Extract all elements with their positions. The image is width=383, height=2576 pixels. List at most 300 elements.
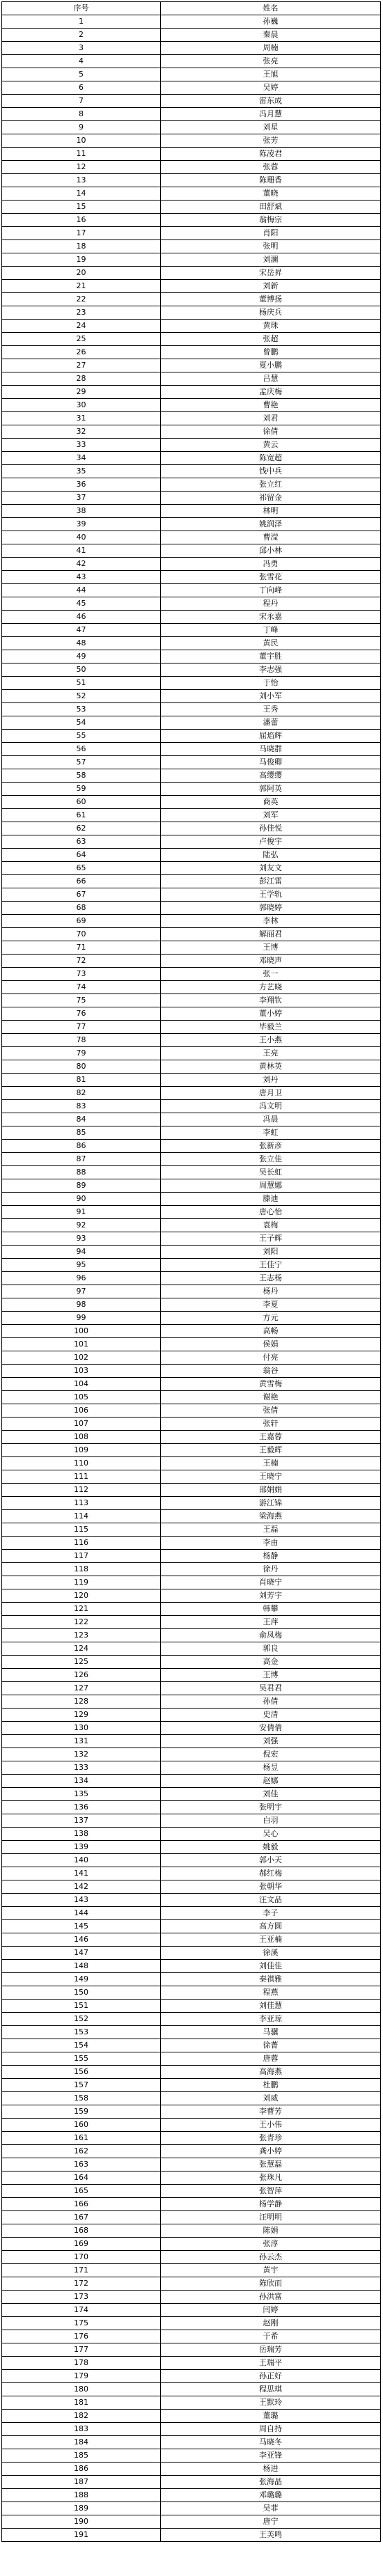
row-index-cell: 17 [2, 227, 161, 240]
row-index-cell: 42 [2, 558, 161, 571]
row-name-cell: 田舒斌 [161, 201, 381, 214]
row-index-cell: 82 [2, 1087, 161, 1100]
table-row [2, 505, 381, 518]
row-index-cell: 39 [2, 518, 161, 531]
row-index-cell: 64 [2, 849, 161, 862]
row-index-cell: 43 [2, 571, 161, 584]
row-name-cell: 侯娟 [161, 1338, 381, 1351]
table-row [2, 1576, 381, 1589]
row-name-cell: 刘威 [161, 2092, 381, 2105]
row-index-cell: 4 [2, 55, 161, 68]
row-index-cell: 48 [2, 637, 161, 650]
row-index-cell: 101 [2, 1338, 161, 1351]
row-index-cell: 145 [2, 1920, 161, 1933]
row-name-cell: 秦晨 [161, 29, 381, 42]
row-index-cell: 128 [2, 1695, 161, 1709]
row-index-cell: 66 [2, 875, 161, 888]
table-row [2, 293, 381, 306]
row-name-cell: 李翔钦 [161, 994, 381, 1007]
row-name-cell: 曹滢 [161, 531, 381, 544]
table-row [2, 822, 381, 835]
row-index-cell: 130 [2, 1722, 161, 1735]
table-row [2, 981, 381, 994]
row-index-cell: 155 [2, 2052, 161, 2066]
row-index-cell: 96 [2, 1272, 161, 1285]
table-row [2, 663, 381, 677]
row-name-cell: 倪宏 [161, 1748, 381, 1761]
row-name-cell: 方元 [161, 1312, 381, 1325]
table-row [2, 1510, 381, 1523]
table-row [2, 1272, 381, 1285]
table-row [2, 81, 381, 95]
table-row [2, 1047, 381, 1060]
row-name-cell: 马晓冬 [161, 2436, 381, 2449]
table-row [2, 425, 381, 439]
row-name-cell: 黄珠 [161, 320, 381, 333]
row-name-cell: 徐丹 [161, 1563, 381, 1576]
row-index-cell: 83 [2, 1100, 161, 1113]
row-name-cell: 邱小林 [161, 544, 381, 558]
row-name-cell: 张海晶 [161, 2476, 381, 2489]
row-index-cell: 138 [2, 1828, 161, 1841]
row-index-cell: 114 [2, 1510, 161, 1523]
table-row [2, 1470, 381, 1484]
row-name-cell: 史清 [161, 1709, 381, 1722]
row-index-cell: 60 [2, 796, 161, 809]
table-row [2, 2000, 381, 2013]
row-name-cell: 黄云 [161, 439, 381, 452]
row-index-cell: 88 [2, 1166, 161, 1179]
table-row [2, 2529, 381, 2542]
row-index-cell: 163 [2, 2158, 161, 2171]
table-row [2, 42, 381, 55]
table-row [2, 148, 381, 161]
row-index-cell: 67 [2, 888, 161, 902]
row-name-cell: 曹艳 [161, 399, 381, 412]
row-name-cell: 毕毅兰 [161, 1021, 381, 1034]
row-index-cell: 104 [2, 1378, 161, 1391]
table-row [2, 134, 381, 148]
row-index-cell: 173 [2, 2291, 161, 2304]
row-index-cell: 86 [2, 1140, 161, 1153]
row-index-cell: 139 [2, 1841, 161, 1854]
row-index-cell: 7 [2, 95, 161, 108]
row-name-cell: 王晓宁 [161, 1470, 381, 1484]
table-row [2, 2304, 381, 2317]
row-index-cell: 121 [2, 1603, 161, 1616]
row-name-cell: 刘君 [161, 412, 381, 425]
row-index-cell: 141 [2, 1867, 161, 1880]
row-index-cell: 59 [2, 783, 161, 796]
row-name-cell: 郝红梅 [161, 1867, 381, 1880]
row-name-cell: 徐倩 [161, 425, 381, 439]
row-index-cell: 78 [2, 1034, 161, 1047]
row-name-cell: 黄林英 [161, 1060, 381, 1074]
table-row [2, 1960, 381, 1973]
row-name-cell: 潘蕾 [161, 716, 381, 730]
table-row [2, 465, 381, 478]
row-name-cell: 李林 [161, 915, 381, 928]
row-index-cell: 179 [2, 2370, 161, 2383]
row-name-cell: 雷东成 [161, 95, 381, 108]
table-row [2, 108, 381, 121]
table-row [2, 2277, 381, 2291]
row-name-cell: 刘丹 [161, 1074, 381, 1087]
row-name-cell: 曾鹏 [161, 346, 381, 359]
row-index-cell: 54 [2, 716, 161, 730]
row-index-cell: 140 [2, 1854, 161, 1867]
row-name-cell: 唐心怡 [161, 1206, 381, 1219]
row-index-cell: 134 [2, 1775, 161, 1788]
row-index-cell: 189 [2, 2502, 161, 2515]
table-row [2, 386, 381, 399]
table-row [2, 2145, 381, 2158]
table-row [2, 359, 381, 372]
row-index-cell: 74 [2, 981, 161, 994]
table-row [2, 187, 381, 201]
row-index-cell: 56 [2, 743, 161, 756]
row-index-cell: 26 [2, 346, 161, 359]
table-row [2, 1034, 381, 1047]
row-name-cell: 刘新 [161, 280, 381, 293]
row-name-cell: 翁梅宗 [161, 214, 381, 227]
row-name-cell: 姚毅 [161, 1841, 381, 1854]
row-index-cell: 184 [2, 2436, 161, 2449]
row-index-cell: 113 [2, 1497, 161, 1510]
header-name: 姓名 [161, 2, 381, 15]
row-index-cell: 15 [2, 201, 161, 214]
table-row [2, 1841, 381, 1854]
row-name-cell: 宋永嘉 [161, 611, 381, 624]
row-name-cell: 李子 [161, 1907, 381, 1920]
row-name-cell: 李虹 [161, 1126, 381, 1140]
row-name-cell: 梁海燕 [161, 1510, 381, 1523]
row-name-cell: 黄宇 [161, 2264, 381, 2277]
row-name-cell: 李志强 [161, 663, 381, 677]
row-index-cell: 131 [2, 1735, 161, 1748]
row-index-cell: 118 [2, 1563, 161, 1576]
row-name-cell: 翁谷 [161, 1365, 381, 1378]
table-row [2, 730, 381, 743]
table-row [2, 280, 381, 293]
row-name-cell: 杨昱 [161, 1761, 381, 1775]
table-row [2, 1378, 381, 1391]
table-row [2, 1365, 381, 1378]
row-name-cell: 王佳宁 [161, 1259, 381, 1272]
table-row [2, 796, 381, 809]
row-index-cell: 111 [2, 1470, 161, 1484]
table-row [2, 1166, 381, 1179]
table-row [2, 1695, 381, 1709]
row-name-cell: 邓晓声 [161, 955, 381, 968]
table-row [2, 1907, 381, 1920]
row-index-cell: 151 [2, 2000, 161, 2013]
row-index-cell: 171 [2, 2264, 161, 2277]
table-row [2, 399, 381, 412]
table-row [2, 2370, 381, 2383]
row-index-cell: 170 [2, 2251, 161, 2264]
table-row [2, 809, 381, 822]
row-index-cell: 109 [2, 1444, 161, 1457]
row-name-cell: 程思琪 [161, 2383, 381, 2396]
row-index-cell: 45 [2, 597, 161, 611]
row-name-cell: 李由 [161, 1537, 381, 1550]
row-index-cell: 160 [2, 2119, 161, 2132]
table-row [2, 769, 381, 783]
table-row [2, 333, 381, 346]
row-name-cell: 陆弘 [161, 849, 381, 862]
row-index-cell: 153 [2, 2026, 161, 2039]
row-name-cell: 游江锦 [161, 1497, 381, 1510]
row-index-cell: 70 [2, 928, 161, 941]
row-name-cell: 张立佳 [161, 1153, 381, 1166]
table-row [2, 835, 381, 849]
table-row [2, 928, 381, 941]
table-row [2, 888, 381, 902]
table-row [2, 1404, 381, 1417]
table-row [2, 1603, 381, 1616]
row-index-cell: 123 [2, 1629, 161, 1642]
name-list-table [1, 1, 381, 2542]
row-name-cell: 赵刚 [161, 2317, 381, 2330]
row-name-cell: 冯月慧 [161, 108, 381, 121]
row-index-cell: 102 [2, 1351, 161, 1365]
row-name-cell: 刘星 [161, 121, 381, 134]
table-row [2, 902, 381, 915]
row-name-cell: 周楠 [161, 42, 381, 55]
row-name-cell: 郭良 [161, 1642, 381, 1656]
row-name-cell: 宋岳昇 [161, 267, 381, 280]
row-name-cell: 冯勇 [161, 558, 381, 571]
table-row [2, 1497, 381, 1510]
row-index-cell: 40 [2, 531, 161, 544]
table-row [2, 2171, 381, 2185]
table-row [2, 941, 381, 955]
table-row [2, 1351, 381, 1365]
row-index-cell: 186 [2, 2463, 161, 2476]
row-index-cell: 144 [2, 1907, 161, 1920]
row-name-cell: 屈焰辉 [161, 730, 381, 743]
table-row [2, 1616, 381, 1629]
row-name-cell: 周慧娜 [161, 1179, 381, 1193]
table-row [2, 1748, 381, 1761]
row-name-cell: 李亚锋 [161, 2449, 381, 2463]
row-name-cell: 谢艳 [161, 1391, 381, 1404]
row-index-cell: 97 [2, 1285, 161, 1298]
table-row [2, 1484, 381, 1497]
table-row [2, 1761, 381, 1775]
row-name-cell: 吴君君 [161, 1682, 381, 1695]
row-name-cell: 汪明明 [161, 2211, 381, 2224]
table-body [2, 2, 381, 2542]
row-name-cell: 杨丹 [161, 1285, 381, 1298]
row-index-cell: 135 [2, 1788, 161, 1801]
table-row [2, 2224, 381, 2238]
row-name-cell: 卢俊宇 [161, 835, 381, 849]
table-row [2, 2423, 381, 2436]
row-name-cell: 吴婷 [161, 81, 381, 95]
row-name-cell: 张一 [161, 968, 381, 981]
row-name-cell: 刘军 [161, 809, 381, 822]
row-index-cell: 91 [2, 1206, 161, 1219]
row-index-cell: 166 [2, 2198, 161, 2211]
table-row [2, 1153, 381, 1166]
table-row [2, 743, 381, 756]
row-name-cell: 王学轨 [161, 888, 381, 902]
row-index-cell: 174 [2, 2304, 161, 2317]
row-index-cell: 159 [2, 2105, 161, 2119]
row-name-cell: 高金 [161, 1656, 381, 1669]
row-name-cell: 杨学静 [161, 2198, 381, 2211]
row-name-cell: 王志杨 [161, 1272, 381, 1285]
row-index-cell: 136 [2, 1801, 161, 1814]
table-row [2, 1338, 381, 1351]
table-row [2, 915, 381, 928]
row-index-cell: 92 [2, 1219, 161, 1232]
row-index-cell: 191 [2, 2529, 161, 2542]
table-row [2, 650, 381, 663]
row-index-cell: 180 [2, 2383, 161, 2396]
table-row [2, 2211, 381, 2224]
row-name-cell: 马晓群 [161, 743, 381, 756]
table-row [2, 1894, 381, 1907]
row-name-cell: 袁梅 [161, 1219, 381, 1232]
table-row [2, 1523, 381, 1537]
table-row [2, 1325, 381, 1338]
row-name-cell: 孙巍 [161, 15, 381, 29]
row-name-cell: 高海燕 [161, 2066, 381, 2079]
table-row [2, 2264, 381, 2277]
table-row [2, 412, 381, 425]
table-row [2, 637, 381, 650]
row-name-cell: 赵娜 [161, 1775, 381, 1788]
row-index-cell: 24 [2, 320, 161, 333]
table-row [2, 2105, 381, 2119]
table-row [2, 2489, 381, 2502]
row-index-cell: 72 [2, 955, 161, 968]
row-name-cell: 马骥 [161, 2026, 381, 2039]
table-row [2, 1113, 381, 1126]
row-name-cell: 陈珊香 [161, 174, 381, 187]
row-index-cell: 31 [2, 412, 161, 425]
row-index-cell: 168 [2, 2224, 161, 2238]
row-index-cell: 89 [2, 1179, 161, 1193]
table-row [2, 2396, 381, 2410]
table-row [2, 1391, 381, 1404]
table-row [2, 1828, 381, 1841]
table-row [2, 968, 381, 981]
row-index-cell: 157 [2, 2079, 161, 2092]
row-index-cell: 116 [2, 1537, 161, 1550]
table-row [2, 875, 381, 888]
row-index-cell: 57 [2, 756, 161, 769]
table-row [2, 677, 381, 690]
row-name-cell: 张轩 [161, 1417, 381, 1431]
table-row [2, 611, 381, 624]
row-name-cell: 高畅 [161, 1325, 381, 1338]
row-name-cell: 王子辉 [161, 1232, 381, 1246]
row-index-cell: 53 [2, 703, 161, 716]
row-name-cell: 徐溪 [161, 1947, 381, 1960]
row-name-cell: 秦祺雅 [161, 1973, 381, 1986]
row-name-cell: 张蓉 [161, 161, 381, 174]
row-name-cell: 刘澜 [161, 253, 381, 267]
row-name-cell: 张青珍 [161, 2132, 381, 2145]
row-name-cell: 张倩 [161, 1404, 381, 1417]
table-row [2, 55, 381, 68]
table-row [2, 558, 381, 571]
table-row [2, 372, 381, 386]
row-name-cell: 王瑞平 [161, 2357, 381, 2370]
row-name-cell: 张立红 [161, 478, 381, 492]
row-name-cell: 高方圆 [161, 1920, 381, 1933]
table-row [2, 1021, 381, 1034]
row-name-cell: 李亚琼 [161, 2013, 381, 2026]
table-row [2, 2158, 381, 2171]
row-name-cell: 滕迪 [161, 1193, 381, 1206]
table-row [2, 2502, 381, 2515]
row-index-cell: 124 [2, 1642, 161, 1656]
row-index-cell: 93 [2, 1232, 161, 1246]
row-index-cell: 16 [2, 214, 161, 227]
row-index-cell: 126 [2, 1669, 161, 1682]
table-row [2, 2066, 381, 2079]
row-name-cell: 安倩倩 [161, 1722, 381, 1735]
table-row [2, 1285, 381, 1298]
row-index-cell: 150 [2, 1986, 161, 2000]
table-row [2, 994, 381, 1007]
row-name-cell: 肖阳 [161, 227, 381, 240]
row-index-cell: 13 [2, 174, 161, 187]
table-row [2, 1126, 381, 1140]
row-name-cell: 董宇胜 [161, 650, 381, 663]
table-row [2, 703, 381, 716]
row-name-cell: 王萍 [161, 1616, 381, 1629]
row-index-cell: 27 [2, 359, 161, 372]
table-row [2, 1814, 381, 1828]
row-name-cell: 吕慧 [161, 372, 381, 386]
row-name-cell: 解丽君 [161, 928, 381, 941]
table-row [2, 624, 381, 637]
row-name-cell: 周自持 [161, 2423, 381, 2436]
row-index-cell: 137 [2, 1814, 161, 1828]
row-name-cell: 杨庆兵 [161, 306, 381, 320]
table-row [2, 2330, 381, 2343]
row-name-cell: 商英 [161, 796, 381, 809]
row-index-cell: 8 [2, 108, 161, 121]
row-name-cell: 李曹芳 [161, 2105, 381, 2119]
row-index-cell: 103 [2, 1365, 161, 1378]
row-index-cell: 105 [2, 1391, 161, 1404]
table-row [2, 1933, 381, 1947]
row-name-cell: 祁留金 [161, 492, 381, 505]
row-name-cell: 吴菲 [161, 2502, 381, 2515]
row-index-cell: 58 [2, 769, 161, 783]
row-index-cell: 77 [2, 1021, 161, 1034]
header-index: 序号 [2, 2, 161, 15]
row-name-cell: 王嘉蓉 [161, 1431, 381, 1444]
table-row [2, 2039, 381, 2052]
table-row [2, 214, 381, 227]
row-name-cell: 董小婷 [161, 1007, 381, 1021]
row-index-cell: 37 [2, 492, 161, 505]
row-index-cell: 5 [2, 68, 161, 81]
row-name-cell: 张雪花 [161, 571, 381, 584]
row-index-cell: 100 [2, 1325, 161, 1338]
row-index-cell: 55 [2, 730, 161, 743]
row-name-cell: 夏小鹏 [161, 359, 381, 372]
row-index-cell: 81 [2, 1074, 161, 1087]
